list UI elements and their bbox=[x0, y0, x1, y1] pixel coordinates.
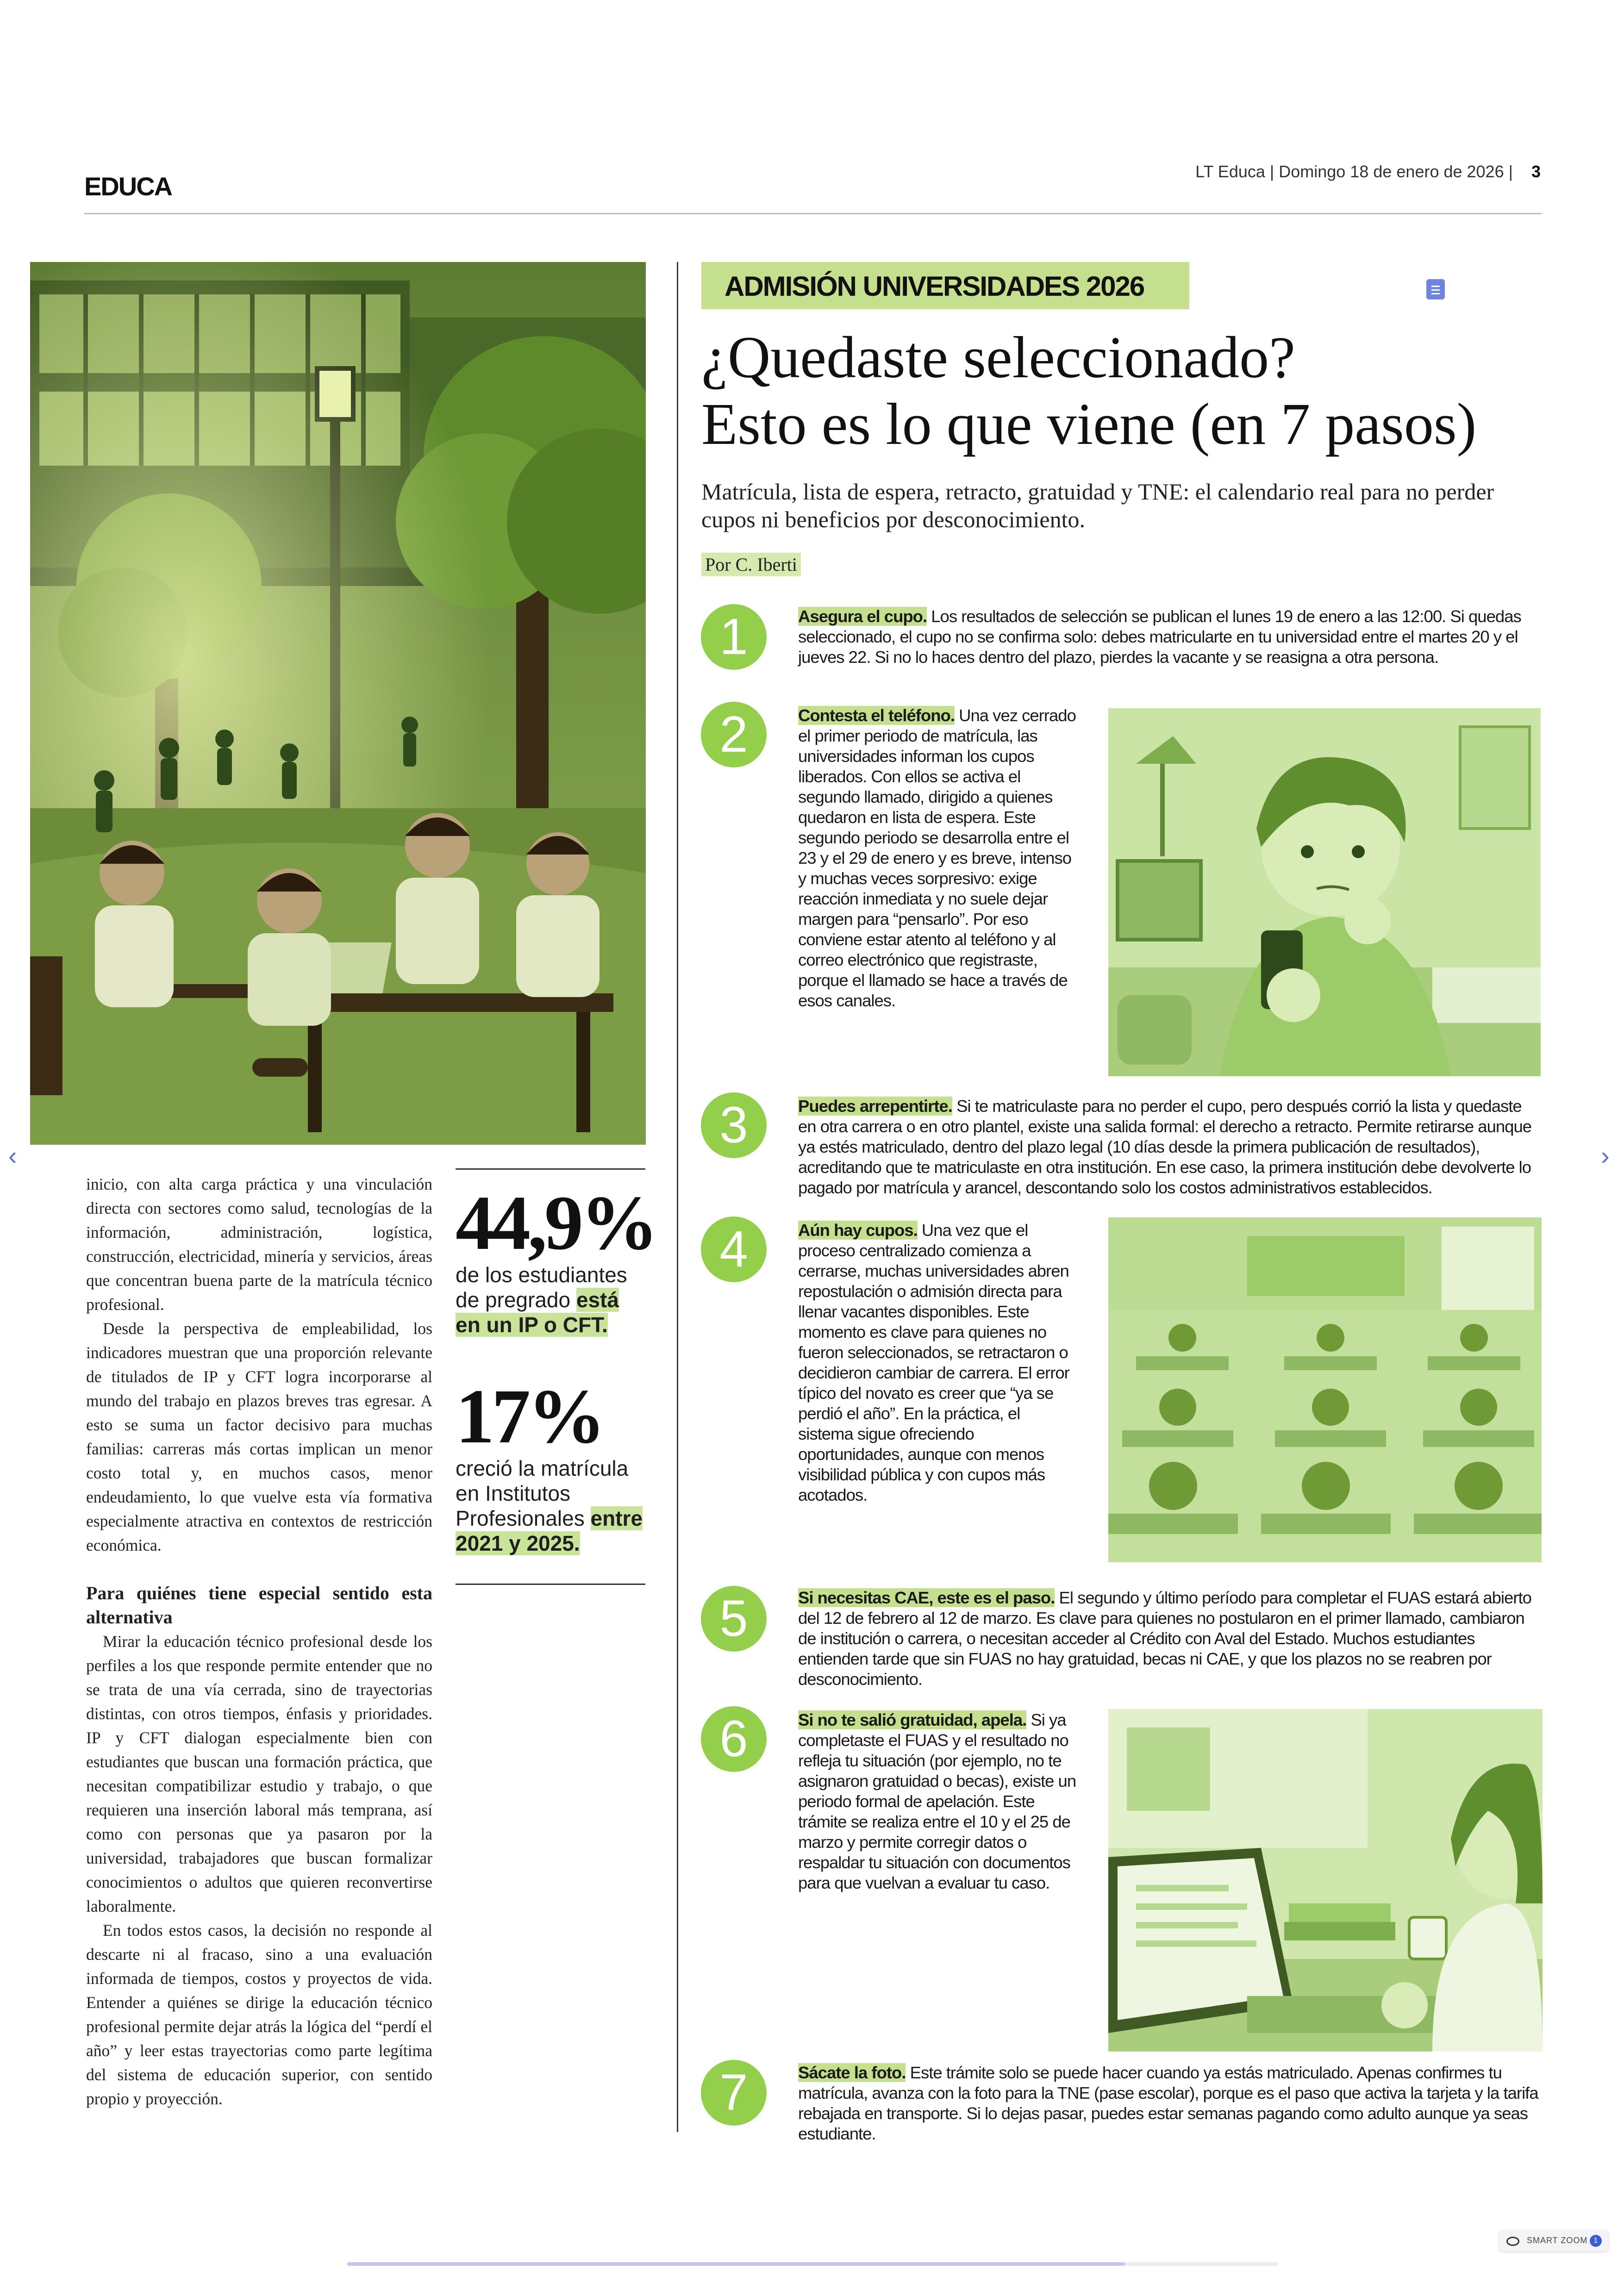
step-number-badge: 1 bbox=[701, 604, 767, 670]
step-lead: Puedes arrepentirte. bbox=[798, 1097, 952, 1116]
step-body: El segundo y último período para completar el FUAS estará abierto del 12 de febrero al 12 de marzo. Es clave para quienes no postularon en el primer llamado, cambiaron de institución o carrera, o necesitan acceder al Crédito con Aval del Estado. Muchos estudiantes entienden tarde que sin FUAS no hay gratuidad, becas ni CAE, y que los plazos no se reabren por desconocimiento. bbox=[798, 1588, 1531, 1689]
step-body: Una vez que el proceso centralizado comienza a cerrarse, muchas universidades abren repostulación o admisión directa para llenar vacantes disponibles. Este momento es clave para quienes no fueron seleccionados, se retractaron o decidieron cambiar de carrera. El error típico del novato es creer que “ya se perdió el año”. En la práctica, el sistema sigue ofreciendo oportunidades, aunque con menos visibilidad pública y con cupos más acotados. bbox=[798, 1221, 1069, 1504]
stat-highlight: entre 2021 y 2025. bbox=[456, 1506, 643, 1555]
step-item bbox=[798, 2063, 1539, 2144]
step-lead: Si necesitas CAE, este es el paso. bbox=[798, 1588, 1055, 1607]
step-item bbox=[798, 705, 1076, 1011]
illustration-student-phone bbox=[1108, 708, 1541, 1076]
step-body: Los resultados de selección se publican el lunes 19 de enero a las 12:00. Si quedas seleccionado, el cupo no se confirma solo: debes matricularte en tu universidad entre el martes 20 y el jueves 22. Si no lo haces dentro del plazo, pierdes la vacante y se reasigna a otra persona. bbox=[798, 607, 1521, 667]
headline-line: ¿Quedaste seleccionado? bbox=[701, 324, 1295, 390]
byline: Por C. Iberti bbox=[701, 553, 801, 576]
smart-zoom-label: SMART ZOOM bbox=[1527, 2236, 1588, 2245]
hero-illustration-campus bbox=[30, 262, 646, 1145]
column-divider bbox=[677, 262, 678, 2132]
step-number-badge: 3 bbox=[701, 1092, 767, 1158]
step-body: Si ya completaste el FUAS y el resultado no refleja tu situación (por ejemplo, no te asignaron gratuidad o becas), existe un periodo formal de apelación. Este trámite se realiza entre el 10 y el 25 de marzo y permite corregir datos o respaldar tu situación con documentos para que vuelvan a evaluar tu caso. bbox=[798, 1710, 1076, 1892]
stat-description bbox=[456, 1262, 645, 1337]
stat-text: creció la matrícula en Institutos Profesionales bbox=[456, 1456, 629, 1530]
note-icon[interactable] bbox=[1426, 279, 1445, 299]
section-kicker bbox=[701, 262, 1189, 309]
step-lead: Sácate la foto. bbox=[798, 2063, 906, 2082]
stats-top-rule bbox=[456, 1168, 645, 1170]
stat-value: 44,9% bbox=[456, 1180, 656, 1266]
kicker-label: ADMISIÓN UNIVERSIDADES 2026 bbox=[725, 271, 1144, 302]
step-item bbox=[798, 1096, 1539, 1198]
page-header-meta bbox=[1195, 162, 1541, 181]
subheading: Para quiénes tiene especial sentido esta alternativa bbox=[86, 1583, 432, 1628]
next-page-arrow-icon[interactable]: › bbox=[1601, 1141, 1610, 1170]
step-item bbox=[798, 1220, 1076, 1505]
step-number-badge: 6 bbox=[701, 1706, 767, 1772]
left-column-article bbox=[86, 1172, 432, 2111]
stats-bottom-rule bbox=[456, 1584, 645, 1585]
step-lead: Contesta el teléfono. bbox=[798, 706, 955, 725]
previous-page-arrow-icon[interactable]: ‹ bbox=[8, 1141, 17, 1170]
stat-highlight: está en un IP o CFT. bbox=[456, 1288, 619, 1337]
step-lead: Asegura el cupo. bbox=[798, 607, 927, 626]
step-number-badge: 5 bbox=[701, 1586, 767, 1652]
article-headline bbox=[701, 324, 1535, 457]
paragraph: En todos estos casos, la decisión no responde al descarte ni al fracaso, sino a una evaluación informada de tiempos, costos y proyectos de vida. Entender a quiénes se dirige la educación técnico profesional permite dejar atrás la lógica del “perdí el año” y leer estas trayectorias como parte legítima del sistema de educación superior, con sentido propio y proyección. bbox=[86, 1921, 432, 2108]
paragraph: Desde la perspectiva de empleabilidad, los indicadores muestran que una proporción relevante de titulados de IP y CFT logra incorporarse al mundo del trabajo en plazos breves tras egresar. A esto se suma un factor decisivo para muchas familias: carreras más cortas implican un menor costo total y, en muchos casos, menor endeudamiento, lo que vuelve esta vía formativa especialmente atractiva en contextos de restricción económica. bbox=[86, 1319, 432, 1554]
step-body: Una vez cerrado el primer periodo de matrícula, las universidades informan los cupos liberados. Con ellos se activa el segundo llamado, dirigido a quienes quedaron en lista de espera. Este segundo periodo se desarrolla entre el 23 y el 29 de enero y es breve, intenso y muchas veces sorpresivo: exige reacción inmediata y no suele dejar margen para “pensarlo”. Por eso conviene estar atento al teléfono y al correo electrónico que registraste, porque el llamado se hace a través de esos canales. bbox=[798, 706, 1076, 1010]
step-item bbox=[798, 1710, 1085, 1893]
headline-line: Esto es lo que viene (en 7 pasos) bbox=[701, 391, 1477, 457]
step-body: Este trámite solo se puede hacer cuando ya estás matriculado. Apenas confirmes tu matrícula, avanza con la foto para la TNE (pase escolar), porque es el paso que activa la tarjeta y la tarifa rebajada en transporte. Si lo dejas pasar, puedes estar semanas pagando como adulto aunque ya seas estudiante. bbox=[798, 2063, 1538, 2143]
page-number: 3 bbox=[1531, 162, 1541, 181]
paragraph: inicio, con alta carga práctica y una vinculación directa con sectores como salud, tecnologías de la información, administración, logística, construcción, electricidad, minería y servicios, áreas que concentran buena parte de la matrícula técnico profesional. bbox=[86, 1175, 432, 1314]
stat-value: 17% bbox=[456, 1373, 603, 1459]
step-item bbox=[798, 1588, 1539, 1690]
paragraph: Mirar la educación técnico profesional desde los perfiles a los que responde permite entender que no se trata de una vía cerrada, sino de trayectorias distintas, con otros tiempos, énfasis y prioridades. IP y CFT dialogan especialmente bien con estudiantes que buscan una formación práctica, que necesitan compatibilizar estudio y trabajo, o que requieren una inserción laboral más temprana, así como con personas que ya pasaron por la universidad, trabajadores que buscan formalizar conocimientos o adultos que quieren reconvertirse laboralmente. bbox=[86, 1632, 432, 1915]
smart-zoom-badge: 1 bbox=[1590, 2235, 1602, 2247]
section-logo: EDUCA bbox=[84, 172, 172, 201]
step-lead: Aún hay cupos. bbox=[798, 1221, 918, 1240]
step-lead: Si no te salió gratuidad, apela. bbox=[798, 1710, 1027, 1729]
publication-date: LT Educa | Domingo 18 de enero de 2026 | bbox=[1195, 162, 1513, 181]
stats-sidebar bbox=[456, 1168, 656, 1585]
step-number-badge: 2 bbox=[701, 702, 767, 767]
article-dek: Matrícula, lista de espera, retracto, gratuidad y TNE: el calendario real para no perder cupos ni beneficios por desconocimiento. bbox=[701, 479, 1494, 532]
stat-description bbox=[456, 1456, 645, 1556]
step-body: Si te matriculaste para no perder el cupo, pero después corrió la lista y quedaste en otra carrera o en otro plantel, existe una salida formal: el derecho a retracto. Permite retirarse aunque ya estés matriculado, dentro del plazo legal (10 días desde la primera publicación de resultados), acreditando que te matriculaste en otra institución. En ese caso, la primera institución debe devolverte lo pagado por matrícula y arancel, descontando solo los costos administrativos establecidos. bbox=[798, 1097, 1532, 1197]
illustration-classroom bbox=[1108, 1217, 1542, 1562]
smart-zoom-button[interactable] bbox=[1499, 2230, 1608, 2251]
horizontal-scrollbar-thumb[interactable] bbox=[347, 2262, 1125, 2266]
stat-text: de los estudiantes de pregrado bbox=[456, 1263, 627, 1312]
eye-icon bbox=[1506, 2237, 1519, 2246]
step-item bbox=[798, 606, 1534, 667]
header-divider bbox=[84, 213, 1542, 214]
step-number-badge: 4 bbox=[701, 1216, 767, 1282]
step-number-badge: 7 bbox=[701, 2060, 767, 2126]
illustration-student-laptop bbox=[1108, 1709, 1543, 2052]
